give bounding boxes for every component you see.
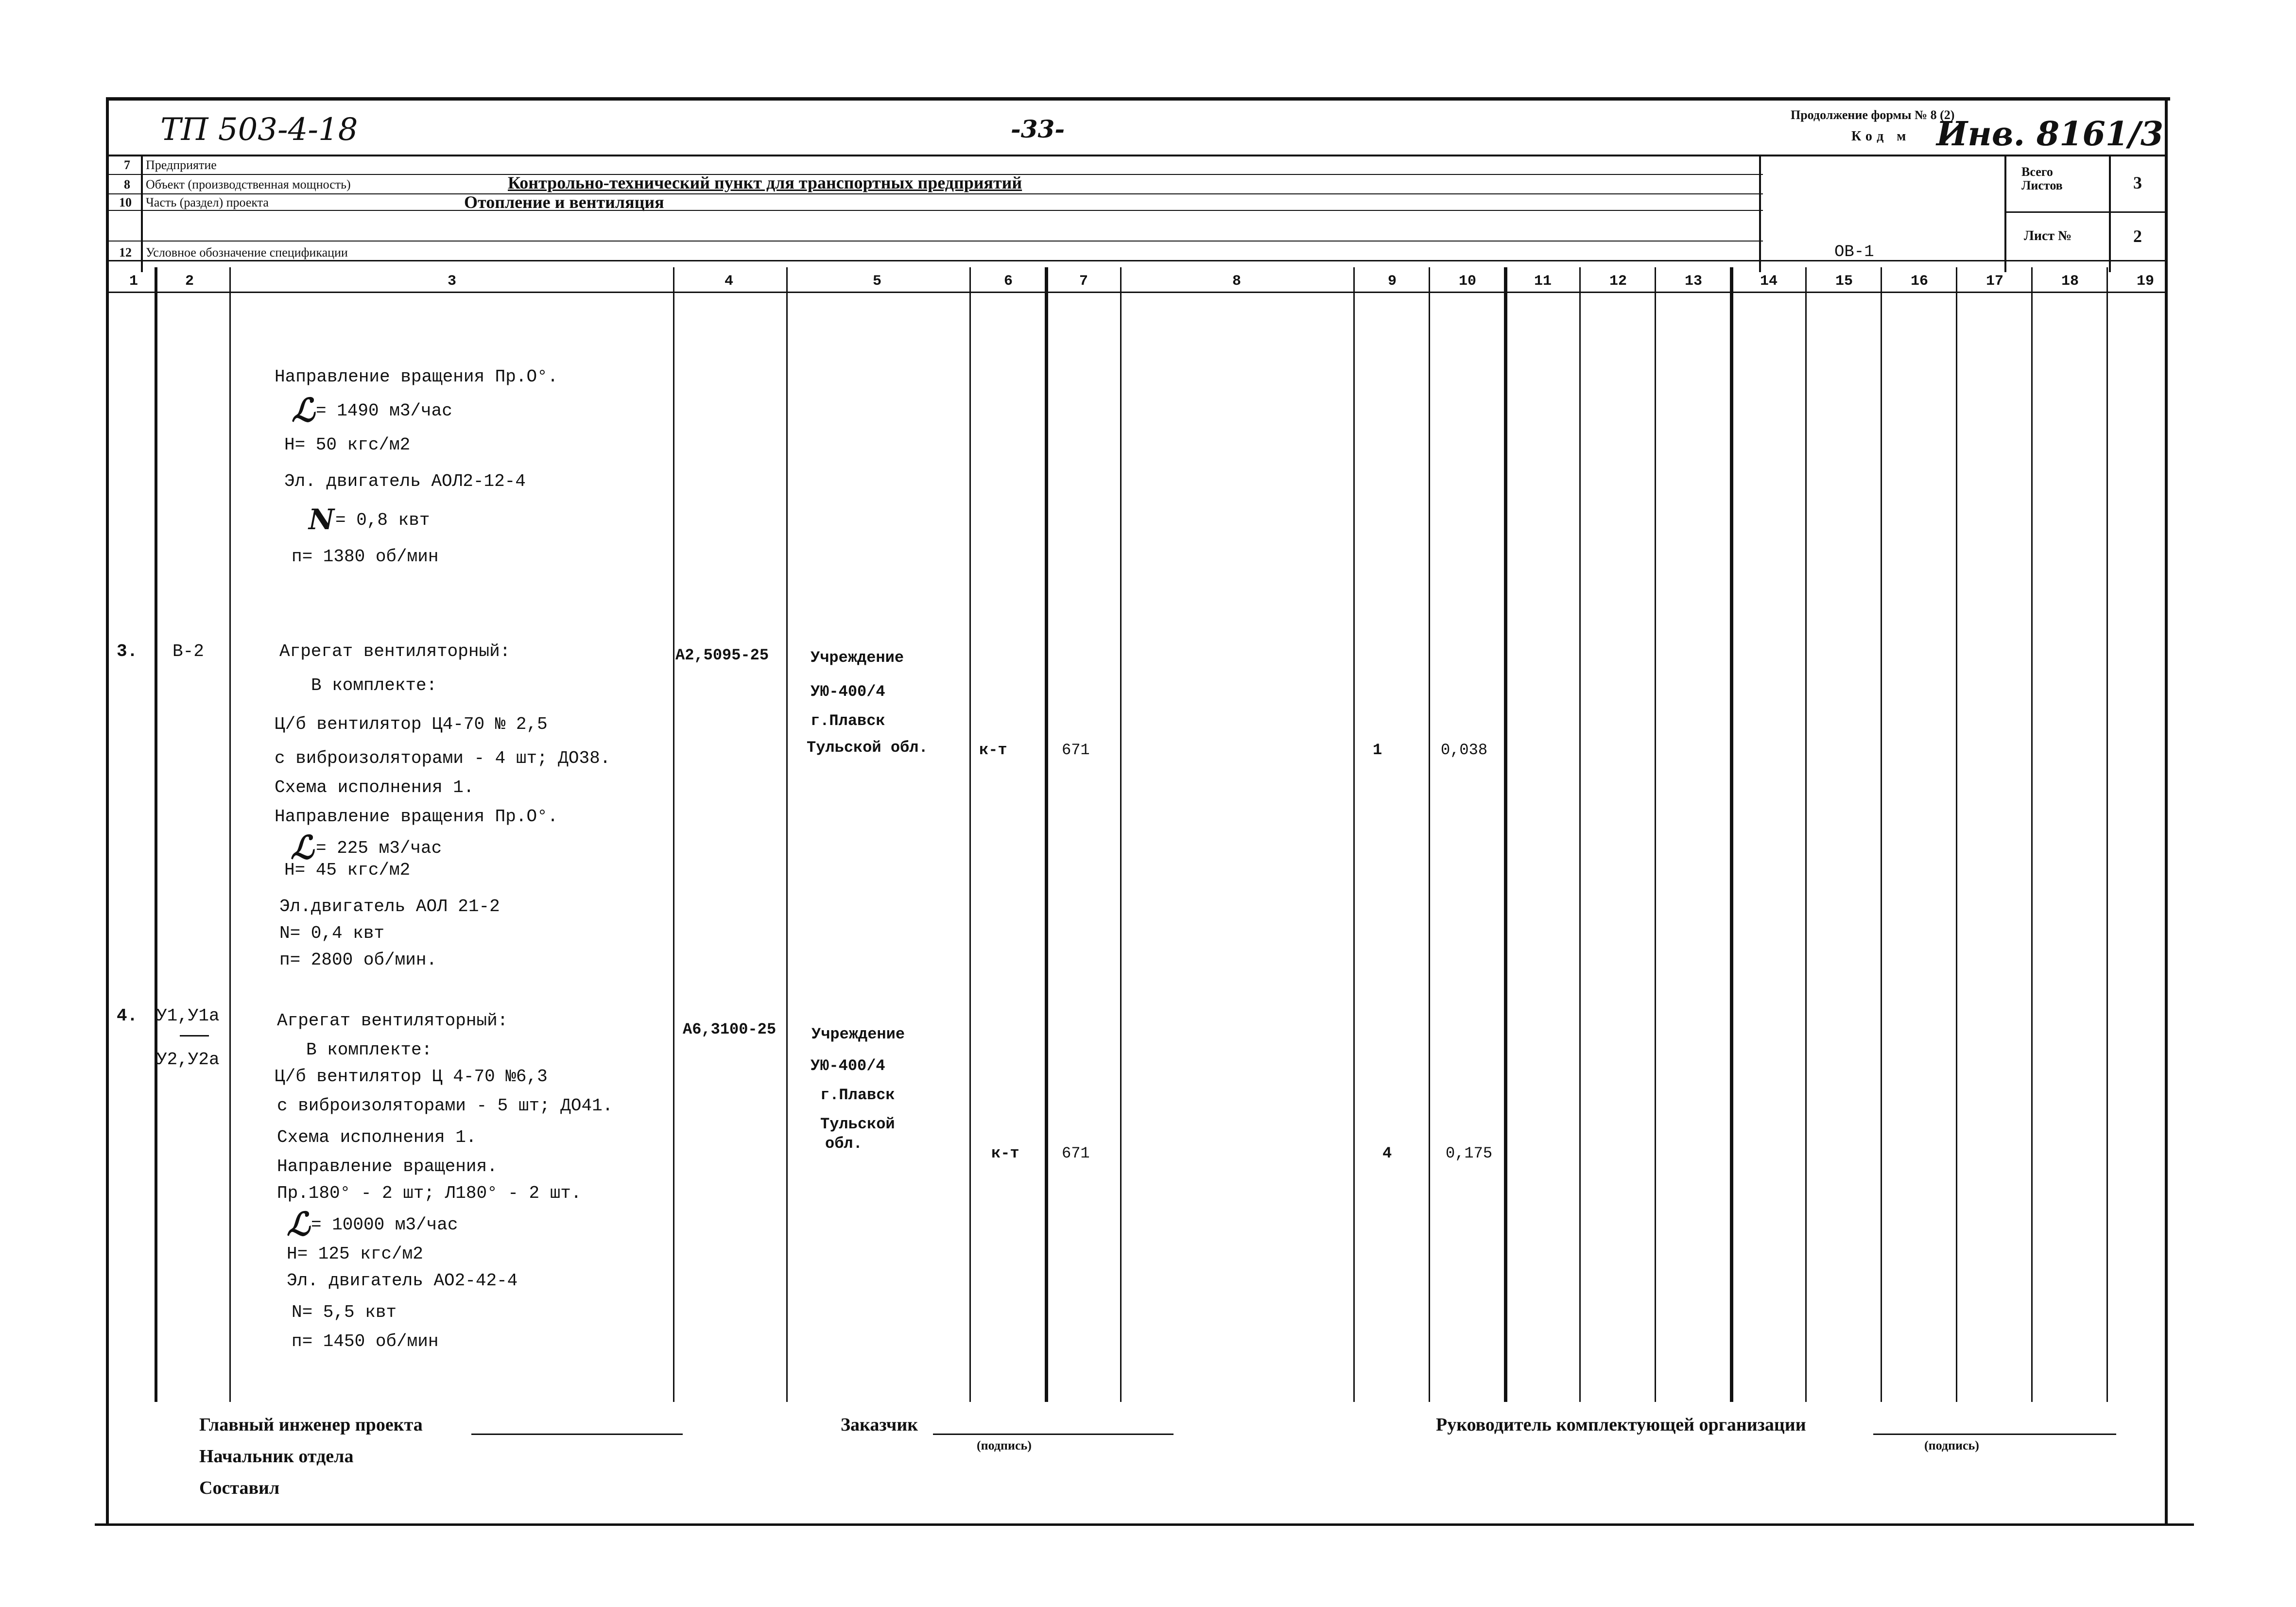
row4-line-7: Пр.180° - 2 шт; Л180° - 2 шт. (277, 1183, 582, 1203)
col-sep-11 (1579, 267, 1581, 1402)
row4-unit-code: 671 (1062, 1144, 1090, 1162)
header-rule (106, 155, 2168, 156)
col-number-7: 7 (1079, 273, 1088, 290)
row4-line-4: с виброизоляторами - 5 шт; ДО41. (277, 1096, 613, 1116)
block0-line-1: Направление вращения Пр.О°. (275, 367, 558, 387)
row4-supplier-5: обл. (825, 1135, 863, 1153)
row4-line-2: В комплекте: (306, 1040, 432, 1060)
col-number-18: 18 (2061, 273, 2079, 290)
block0-line-3: Н= 50 кгс/м2 (284, 435, 411, 455)
col-sep-3 (673, 267, 674, 1402)
row4-code: А6,3100-25 (683, 1020, 777, 1038)
row4-supplier-1: Учреждение (811, 1025, 905, 1043)
row4-mark-top: У1,У1а (156, 1006, 220, 1026)
col-sep-10 (1504, 267, 1507, 1402)
meta-row-8-num: 8 (124, 177, 130, 191)
row3-line-7: = 225 м3/час (316, 838, 442, 858)
row4-mark-divider (180, 1035, 209, 1037)
block0-line-6: п= 1380 об/мин (292, 547, 439, 567)
col-number-17: 17 (1985, 273, 2003, 290)
org-head-label: Руководитель комплектующей организации (1436, 1415, 1806, 1435)
row3-supplier-3: г.Плавск (811, 712, 885, 730)
row4-supplier-4: Тульской (820, 1115, 895, 1133)
col-sep-17 (2031, 267, 2033, 1402)
col-number-12: 12 (1609, 273, 1627, 290)
row3-line-3: Ц/б вентилятор Ц4-70 № 2,5 (275, 714, 548, 734)
row4-number: 4. (117, 1006, 138, 1026)
row3-line-2: В комплекте: (311, 675, 437, 695)
meta-row-10-value: Отопление и вентиляция (464, 192, 664, 212)
row3-line-4: с виброизоляторами - 4 шт; ДО38. (275, 748, 611, 768)
col-sep-12 (1655, 267, 1656, 1402)
meta-row-8-value: Контрольно-технический пункт для транспортных предприятий (508, 173, 1022, 192)
doc-code: ТП 503-4-18 (160, 112, 358, 148)
col-sep-8 (1353, 267, 1355, 1402)
row3-unit: к-т (979, 741, 1007, 759)
row3-line-6: Направление вращения Пр.О°. (275, 807, 558, 827)
meta-rule-4 (106, 241, 1763, 242)
block0-line-5: = 0,8 квт (335, 510, 430, 530)
meta-row-12-label: Условное обозначение спецификации (146, 245, 348, 259)
col-sep-18 (2106, 267, 2108, 1402)
frame-right (2165, 97, 2168, 1526)
col-number-8: 8 (1232, 273, 1241, 290)
row3-number: 3. (117, 641, 138, 661)
right-block-div1 (2004, 156, 2006, 272)
col-number-15: 15 (1835, 273, 1853, 290)
compiled-label: Составил (199, 1478, 280, 1498)
col-sep-7 (1120, 267, 1122, 1402)
row4-unit: к-т (991, 1144, 1019, 1162)
row4-mass: 0,175 (1446, 1144, 1493, 1162)
row3-mass: 0,038 (1441, 741, 1488, 759)
row4-line-10: Эл. двигатель АО2-42-4 (287, 1271, 518, 1291)
col-number-6: 6 (1003, 273, 1013, 290)
row4-line-9: Н= 125 кгс/м2 (287, 1244, 423, 1264)
col-number-16: 16 (1910, 273, 1928, 290)
col-number-11: 11 (1534, 273, 1552, 290)
row4-symbol-L: ℒ (287, 1205, 310, 1243)
meta-row-10-label: Часть (раздел) проекта (146, 195, 269, 209)
spec-code: ОВ-1 (1834, 243, 1874, 261)
page-number: -33- (1011, 115, 1065, 143)
form-note: Продолжение формы № 8 (2) (1791, 108, 1955, 122)
col-number-4: 4 (724, 273, 733, 290)
meta-rule-2 (106, 193, 1763, 194)
right-block-div2 (2109, 156, 2111, 272)
row4-line-3: Ц/б вентилятор Ц 4-70 №6,3 (275, 1067, 548, 1087)
col-number-10: 10 (1458, 273, 1476, 290)
block0-symbol-N: N (309, 503, 335, 536)
col-number-9: 9 (1387, 273, 1397, 290)
sheet-label: Лист № (2024, 228, 2072, 243)
row3-code: А2,5095-25 (675, 646, 769, 664)
inventory-number: Инв. 8161/3 (1936, 115, 2164, 154)
kod-label: Код м (1851, 129, 1911, 144)
col-number-1: 1 (129, 273, 138, 290)
total-sheets-value: 3 (2133, 173, 2142, 192)
row3-supplier-2: УЮ-400/4 (811, 683, 885, 701)
row4-quantity: 4 (1382, 1144, 1392, 1162)
right-block-mid (2004, 211, 2168, 213)
block0-line-4: Эл. двигатель АОЛ2-12-4 (284, 471, 526, 491)
col-sep-9 (1429, 267, 1430, 1402)
meta-row-8-label: Объект (производственная мощность) (146, 177, 351, 191)
col-number-13: 13 (1684, 273, 1702, 290)
row3-line-1: Агрегат вентиляторный: (279, 641, 511, 661)
meta-num-col-rule (141, 156, 143, 272)
frame-left (106, 97, 109, 1526)
col-sep-2 (229, 267, 231, 1402)
row4-mark-bottom: У2,У2а (156, 1050, 220, 1070)
row4-line-11: N= 5,5 квт (292, 1302, 397, 1322)
row3-symbol-L: ℒ (291, 829, 314, 866)
col-sep-4 (786, 267, 788, 1402)
block0-symbol-L: ℒ (292, 391, 315, 429)
meta-row-7-num: 7 (124, 158, 130, 172)
col-sep-14 (1805, 267, 1807, 1402)
org-head-signature-line (1873, 1434, 2116, 1435)
col-sep-6 (1045, 267, 1048, 1402)
col-sep-1 (155, 267, 157, 1402)
row3-line-10: N= 0,4 квт (279, 923, 385, 943)
customer-label: Заказчик (841, 1415, 918, 1435)
row3-quantity: 1 (1373, 741, 1382, 759)
row4-line-5: Схема исполнения 1. (277, 1127, 477, 1147)
dept-head-label: Начальник отдела (199, 1446, 354, 1467)
col-sep-16 (1956, 267, 1957, 1402)
row3-unit-code: 671 (1062, 741, 1090, 759)
org-head-signature-caption: (подпись) (1924, 1438, 1979, 1452)
row4-supplier-3: г.Плавск (820, 1086, 895, 1104)
frame-top (106, 97, 2170, 101)
col-sep-15 (1881, 267, 1882, 1402)
total-sheets-label: Всего Листов (2021, 165, 2063, 192)
meta-row-7-label: Предприятие (146, 158, 217, 172)
row3-line-8: Н= 45 кгс/м2 (284, 860, 411, 880)
col-number-19: 19 (2136, 273, 2154, 290)
meta-row-10-num: 10 (119, 195, 132, 209)
col-number-3: 3 (447, 273, 456, 290)
customer-signature-line (933, 1434, 1174, 1435)
row3-supplier-1: Учреждение (811, 649, 904, 667)
row4-line-1: Агрегат вентиляторный: (277, 1011, 508, 1031)
sheet-value: 2 (2133, 226, 2142, 246)
row3-line-5: Схема исполнения 1. (275, 778, 474, 797)
col-number-5: 5 (872, 273, 881, 290)
col-number-2: 2 (185, 273, 194, 290)
meta-row-12-num: 12 (119, 245, 132, 259)
chief-engineer-signature-line (471, 1434, 683, 1435)
frame-bottom (95, 1523, 2194, 1526)
row4-line-12: п= 1450 об/мин (292, 1331, 439, 1351)
col-sep-5 (969, 267, 971, 1402)
col-number-14: 14 (1760, 273, 1778, 290)
colnum-rule (106, 292, 2168, 293)
right-block-left (1759, 156, 1761, 272)
block0-line-2: = 1490 м3/час (316, 401, 452, 421)
row4-line-6: Направление вращения. (277, 1157, 498, 1176)
row3-mark: В-2 (173, 641, 204, 661)
row3-supplier-4: Тульской обл. (807, 739, 928, 757)
row4-supplier-2: УЮ-400/4 (811, 1057, 885, 1075)
row4-line-8: = 10000 м3/час (311, 1215, 458, 1235)
row3-line-11: п= 2800 об/мин. (279, 950, 437, 970)
col-sep-13 (1730, 267, 1733, 1402)
row3-line-9: Эл.двигатель АОЛ 21-2 (279, 897, 500, 916)
customer-signature-caption: (подпись) (977, 1438, 1032, 1452)
meta-rule-3 (106, 210, 1763, 211)
chief-engineer-label: Главный инженер проекта (199, 1415, 423, 1435)
